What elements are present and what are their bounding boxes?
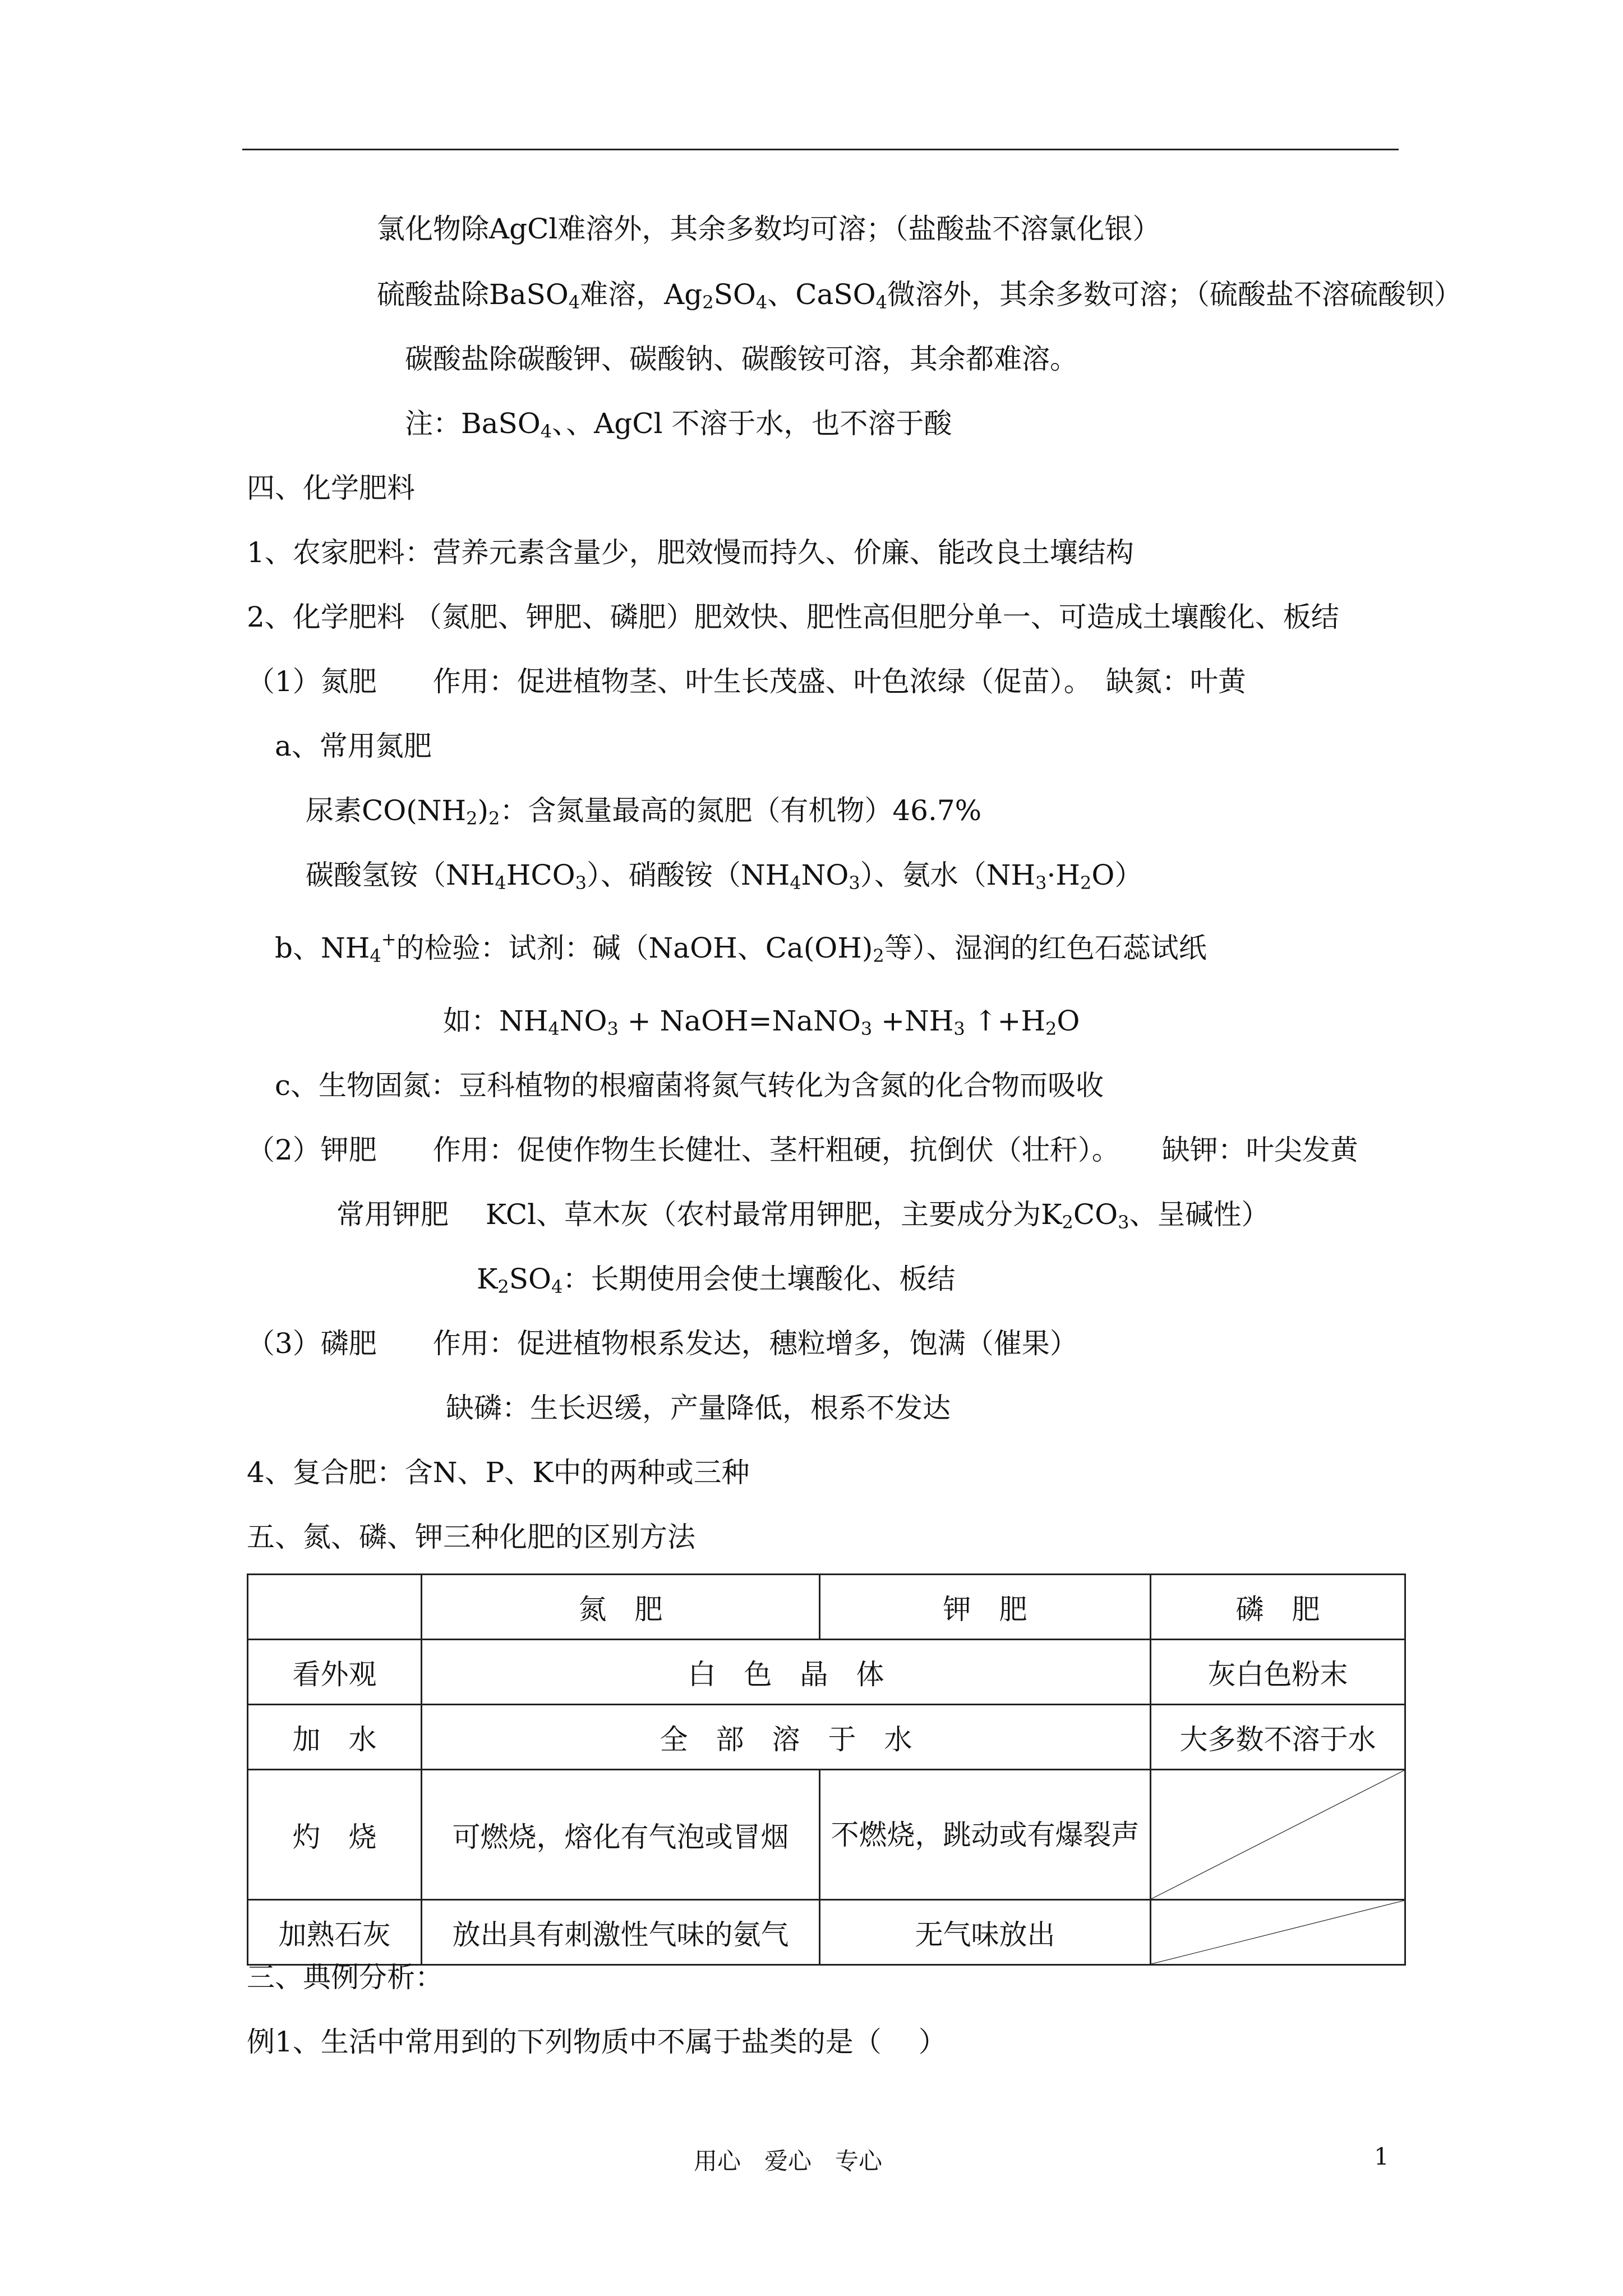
table-row: [248, 1640, 1405, 1705]
fertilizer-comparison-table: [247, 1573, 1406, 1966]
cell-nitrogen: 放出具有刺激性气味的氨气: [422, 1900, 820, 1965]
section-heading-fertilizers: 四、化学肥料: [247, 472, 415, 504]
text-line-farm-manure: 1、农家肥料：营养元素含量少，肥效慢而持久、价廉、能改良土壤结构: [247, 536, 1134, 569]
text-line-sulfates: 硫酸盐除BaSO$_4$难溶，$Ag_2SO_4$、CaSO$_4$微溶外，其余多数可溶；（硫酸盐不溶硫酸钡）: [377, 278, 1462, 313]
text-line-common-nitrogen: a、常用氮肥: [275, 730, 432, 762]
row-label: 加熟石灰: [248, 1900, 422, 1965]
cell-merged: 白 色 晶 体: [422, 1640, 1151, 1705]
cell-phosphorus: 大多数不溶于水: [1151, 1705, 1405, 1770]
table-row: [248, 1900, 1405, 1965]
text-line-nitrogen: （1）氮肥 作用：促进植物茎、叶生长茂盛、叶色浓绿（促苗）。 缺氮：叶黄: [247, 665, 1246, 698]
cell-potassium: 不燃烧，跳动或有爆裂声: [820, 1770, 1151, 1900]
text-line-example-1: 例1、生活中常用到的下列物质中不属于盐类的是（ ）: [247, 2026, 947, 2058]
text-line-phosphorus-deficiency: 缺磷：生长迟缓，产量降低，根系不发达: [446, 1392, 951, 1424]
row-label: 加 水: [248, 1705, 422, 1770]
table-row: [248, 1770, 1405, 1900]
table-header-row: [248, 1575, 1405, 1640]
cell-phosphorus: 灰白色粉末: [1151, 1640, 1405, 1705]
row-label: 看外观: [248, 1640, 422, 1705]
text-line-urea: 尿素$CO(NH_2)_2$：含氮量最高的氮肥（有机物）46.7%: [306, 794, 982, 829]
section-heading-examples: 三、典例分析：: [247, 1961, 443, 1994]
text-line-common-potassium: 常用钾肥 KCl、草木灰（农村最常用钾肥，主要成分为$K_2CO_3$、呈碱性）: [336, 1198, 1270, 1233]
cell-diagonal: [1151, 1900, 1405, 1965]
text-line-ammonium-test: b、$NH_4^+$的检验：试剂：碱（NaOH、$Ca(OH)_2$等）、湿润的红色石蕊试纸: [275, 928, 1207, 967]
text-line-k2so4: $K_2SO_4$：长期使用会使土壤酸化、板结: [477, 1263, 956, 1297]
page-number: 1: [1374, 2143, 1389, 2170]
text-line-biological-fixation: c、生物固氮：豆科植物的根瘤菌将氮气转化为含氮的化合物而吸收: [275, 1069, 1104, 1102]
text-line-phosphorus: （3）磷肥 作用：促进植物根系发达，穗粒增多，饱满（催果）: [247, 1327, 1078, 1360]
diagonal-line: [1151, 1901, 1404, 1964]
table-header-phosphorus: 磷 肥: [1151, 1575, 1405, 1640]
diagonal-line: [1151, 1770, 1404, 1899]
cell-nitrogen: 可燃烧，熔化有气泡或冒烟: [422, 1770, 820, 1900]
cell-potassium: 无气味放出: [820, 1900, 1151, 1965]
text-line-chlorides: 氯化物除AgCl难溶外，其余多数均可溶；（盐酸盐不溶氯化银）: [377, 213, 1161, 245]
footer-motto: 用心 爱心 专心: [694, 2147, 883, 2175]
cell-merged: 全 部 溶 于 水: [422, 1705, 1151, 1770]
cell-diagonal: [1151, 1770, 1405, 1900]
text-line-ammonium-salts: 碳酸氢铵$(NH_4HCO_3)$、硝酸铵$(NH_4NO_3)$、氨水$(NH_3\cdot H_2O)$: [306, 859, 1143, 894]
text-line-chemical-fertilizer: 2、化学肥料 （氮肥、钾肥、磷肥）肥效快、肥性高但肥分单一、可造成土壤酸化、板结: [247, 601, 1339, 633]
text-line-note: 注：BaSO$_4$、、AgCl 不溶于水，也不溶于酸: [405, 407, 952, 442]
table-row: [248, 1705, 1405, 1770]
row-label: 灼 烧: [248, 1770, 422, 1900]
section-heading-distinguish: 五、氮、磷、钾三种化肥的区别方法: [247, 1521, 695, 1553]
text-line-carbonates: 碳酸盐除碳酸钾、碳酸钠、碳酸铵可溶，其余都难溶。: [405, 343, 1078, 375]
table-header-potassium: 钾 肥: [820, 1575, 1151, 1640]
text-line-equation: 如：$NH_4NO_3$ + NaOH=NaNO$_3$ $+NH_3$ $↑+H_2O$: [443, 1005, 1080, 1039]
table-header-empty: [248, 1575, 422, 1640]
text-line-compound-fertilizer: 4、复合肥：含N、P、K中的两种或三种: [247, 1456, 750, 1489]
text-line-potassium: （2）钾肥 作用：促使作物生长健壮、茎杆粗硬，抗倒伏（壮秆）。 缺钾：叶尖发黄: [247, 1134, 1358, 1166]
table-header-nitrogen: 氮 肥: [422, 1575, 820, 1640]
header-rule: [242, 149, 1399, 150]
